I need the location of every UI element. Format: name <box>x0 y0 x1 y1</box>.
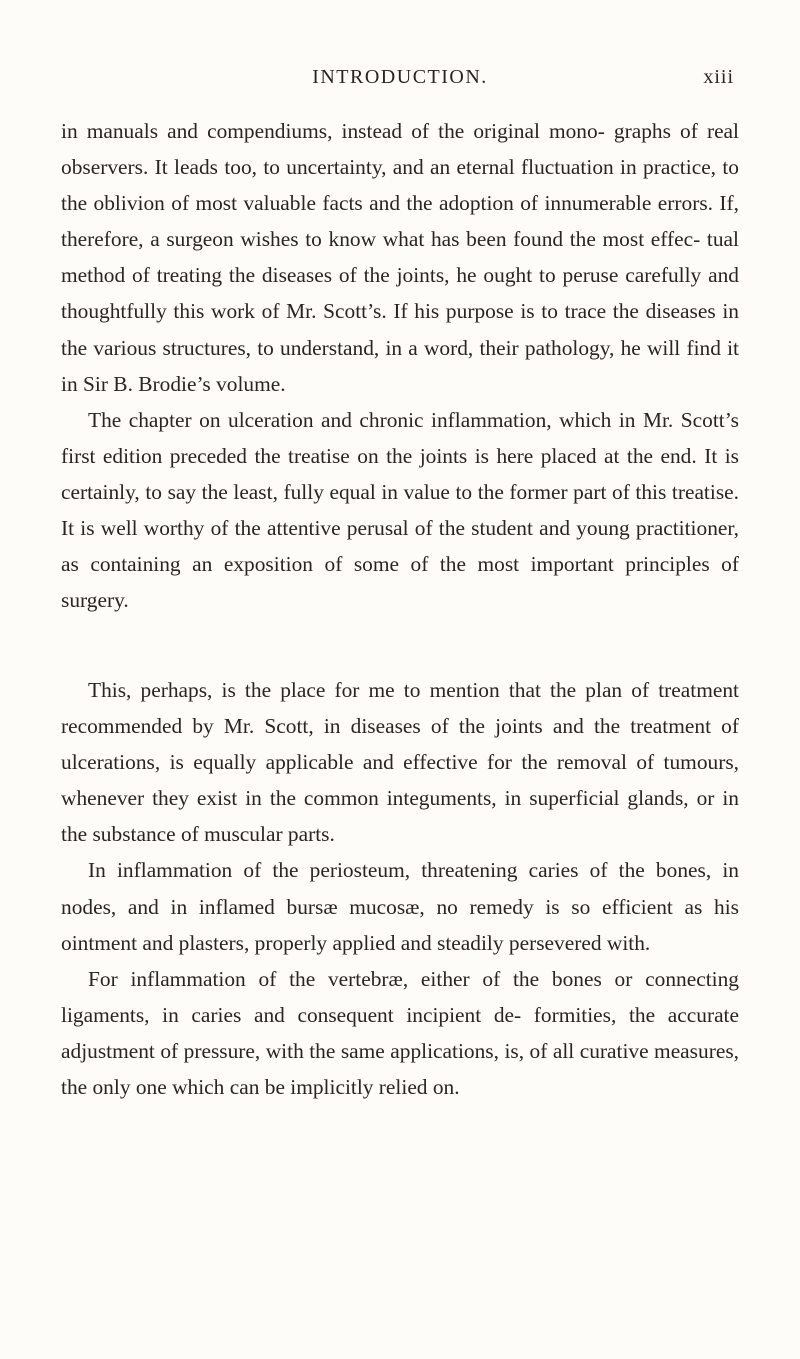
paragraph: The chapter on ulceration and chronic inflammation, which in Mr. Scott’s first edition preceded the treatise on the joints is here placed at the end. It is certainly, to say the least, fully equal in value to the former part of this treatise. It is well worthy of the attentive perusal of the student and young practitioner, as containing an exposition of some of the most important principles of surgery. <box>61 407 739 613</box>
paragraph: This, perhaps, is the place for me to mention that the plan of treatment recommended by Mr. Scott, in diseases of the joints and the treatment of ulcerations, is equally applicable and effective for the removal of tumours, whenever they exist in the common integuments, in superficial glands, or in the substance of muscular parts. <box>61 678 739 847</box>
text-block-lower <box>61 672 739 1105</box>
paragraph-continued: in manuals and compendiums, instead of the original mono- graphs of real observers. It leads too, to uncertainty, and an eternal fluctuation in practice, to the oblivion of most valuable facts and the adoption of innumerable errors. If, therefore, a surgeon wishes to know what has been found the most effec- tual method of treating the diseases of the joints, he ought to peruse carefully and thoughtfully this work of Mr. Scott’s. If his purpose is to trace the diseases in the various structures, to understand, in a word, their pathology, he will find it in Sir B. Brodie’s volume. <box>61 119 739 396</box>
paragraph: For inflammation of the vertebræ, either of the bones or connecting ligaments, in caries and consequent incipient de- formities, the accurate adjustment of pressure, with the same applications, is, of all curative measures, the only one which can be implicitly relied on. <box>61 966 739 1100</box>
running-title: INTRODUCTION. <box>312 66 488 88</box>
page-header <box>60 66 740 96</box>
page-number: xiii <box>703 66 734 88</box>
text-block-upper <box>61 113 739 618</box>
paragraph: In inflammation of the periosteum, threatening caries of the bones, in nodes, and in inflamed bursæ mucosæ, no remedy is so efficient as his ointment and plasters, properly applied and steadily persevered with. <box>61 858 739 955</box>
